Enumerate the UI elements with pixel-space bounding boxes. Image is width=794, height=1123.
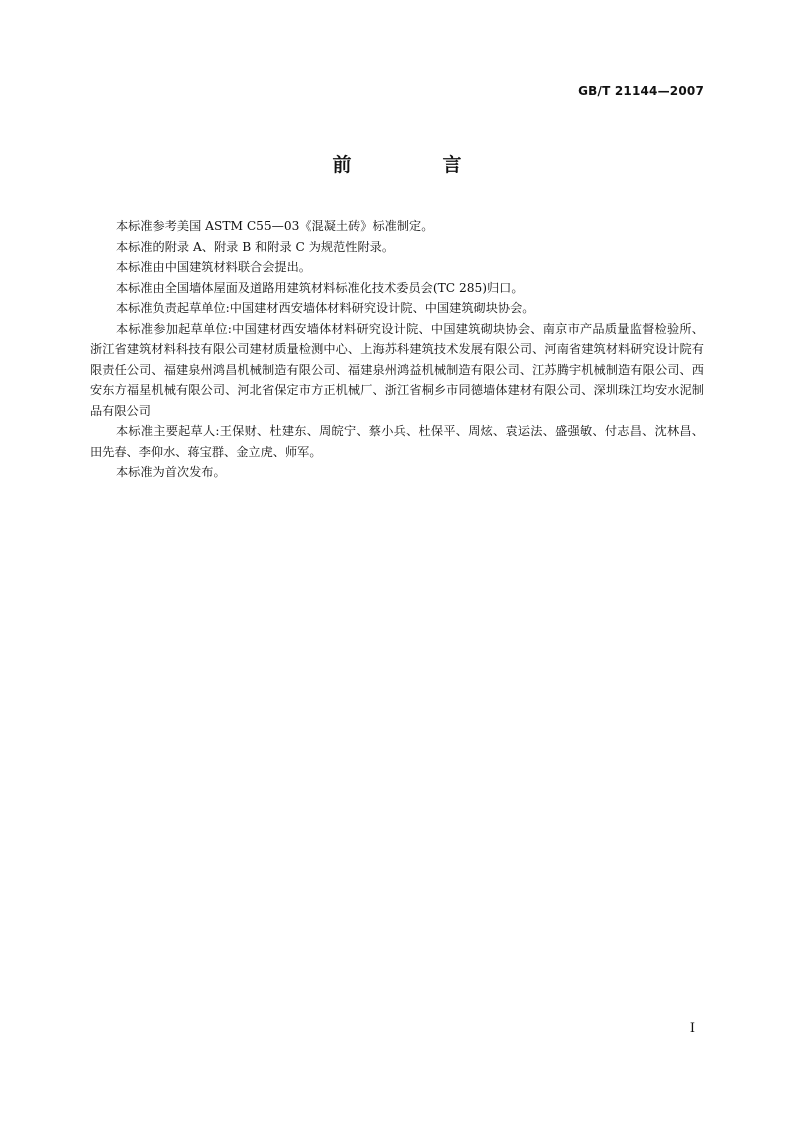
paragraph-first-release: 本标准为首次发布。 — [116, 465, 226, 479]
standard-code: GB/T 21144—2007 — [578, 84, 704, 98]
foreword-body — [90, 216, 704, 483]
paragraph-main-drafters: 本标准主要起草人:王保财、杜建东、周皖宁、蔡小兵、杜保平、周炫、袁运法、盛强敏、付志昌、沈林昌、田先春、李仰水、蒋宝群、金立虎、师军。 — [90, 424, 704, 459]
paragraph-appendices: 本标准的附录 A、附录 B 和附录 C 为规范性附录。 — [116, 239, 395, 254]
paragraph-participating-units: 本标准参加起草单位:中国建材西安墙体材料研究设计院、中国建筑砌块协会、南京市产品质量监督检验所、浙江省建筑材料科技有限公司建材质量检测中心、上海苏科建筑技术发展有限公司、河南省建筑材料研究设计院有限责任公司、福建泉州鸿昌机械制造有限公司、福建泉州鸿益机械制造有限公司、江苏腾宇机械制造有限公司、西安东方福星机械有限公司、河北省保定市方正机械厂、浙江省桐乡市同德墙体建材有限公司、深圳珠江均安水泥制品有限公司 — [90, 321, 704, 418]
page-number: I — [689, 1021, 695, 1036]
paragraph-proposer: 本标准由中国建筑材料联合会提出。 — [116, 260, 311, 274]
paragraph-technical-committee: 本标准由全国墙体屋面及道路用建筑材料标准化技术委员会(TC 285)归口。 — [116, 280, 524, 295]
page-title: 前 言 — [332, 154, 498, 176]
paragraph-reference-standard: 本标准参考美国 ASTM C55—03《混凝土砖》标准制定。 — [116, 219, 434, 233]
paragraph-lead-drafting-units: 本标准负责起草单位:中国建材西安墙体材料研究设计院、中国建筑砌块协会。 — [116, 301, 535, 315]
